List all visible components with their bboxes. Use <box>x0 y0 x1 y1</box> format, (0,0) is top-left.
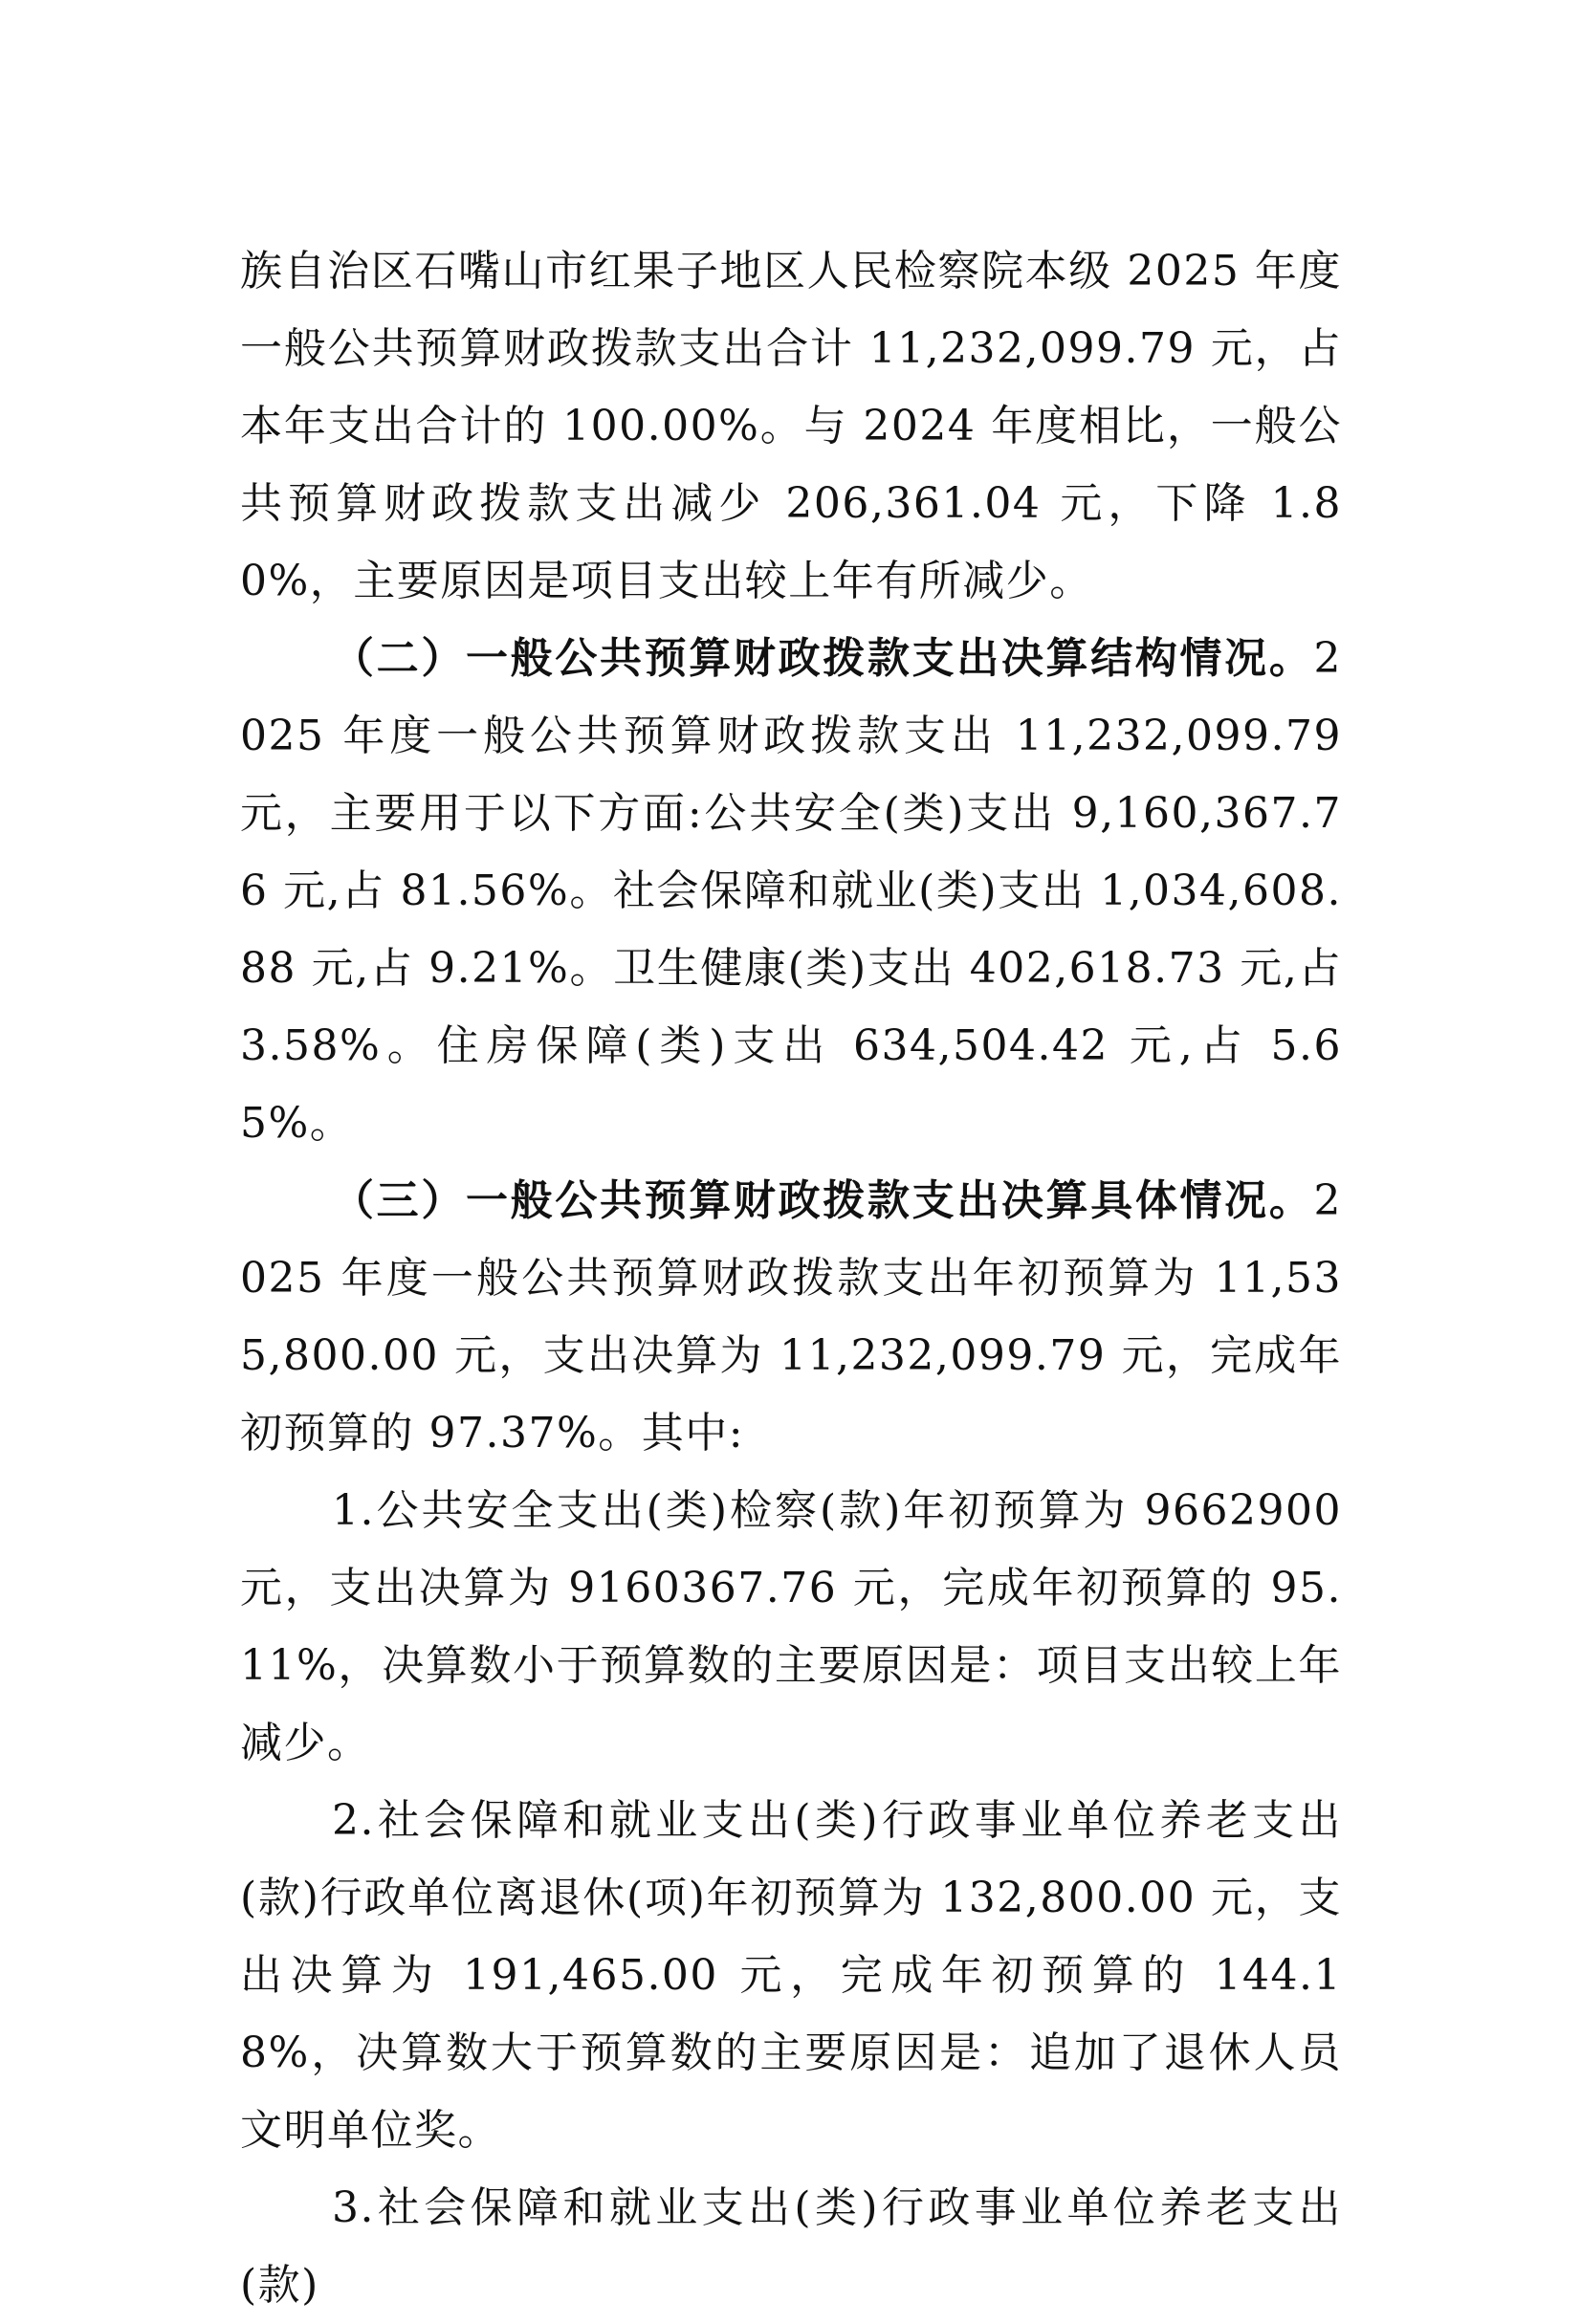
list-item-public-security <box>240 1472 1342 1782</box>
paragraph-text: 1.公共安全支出(类)检察(款)年初预算为 9662900 元，支出决算为 9160367.76 元，完成年初预算的 95.11%，决算数小于预算数的主要原因是：项目支出较上年减少。 <box>240 1486 1342 1767</box>
paragraph-text: 族自治区石嘴山市红果子地区人民检察院本级 2025 年度一般公共预算财政拨款支出合计 11,232,099.79 元，占本年支出合计的 100.00%。与 2024 年度相比，一般公共预算财政拨款支出减少 206,361.04 元，下降 1.80%，主要原因是项目支出较上年有所减少。 <box>240 247 1342 605</box>
paragraph-text: 2025 年度一般公共预算财政拨款支出年初预算为 11,535,800.00 元，支出决算为 11,232,099.79 元，完成年初预算的 97.37%。其中: <box>240 1176 1342 1458</box>
paragraph-text: 3.社会保障和就业支出(类)行政事业单位养老支出(款) <box>240 2183 1342 2310</box>
document-body <box>240 232 1342 2324</box>
section-heading: （二）一般公共预算财政拨款支出决算结构情况。 <box>332 634 1314 683</box>
paragraph-text: 2025 年度一般公共预算财政拨款支出 11,232,099.79 元，主要用于以下方面:公共安全(类)支出 9,160,367.76 元,占 81.56%。社会保障和就业(类)支出 1,034,608.88 元,占 9.21%。卫生健康(类)支出 402,618.73 元,占 3.58%。住房保障(类)支出 634,504.42 元,占 5.65%。 <box>240 634 1342 1148</box>
list-item-retirement <box>240 1782 1342 2169</box>
list-item-pension <box>240 2169 1342 2324</box>
paragraph-text: 2.社会保障和就业支出(类)行政事业单位养老支出(款)行政单位离退休(项)年初预算为 132,800.00 元，支出决算为 191,465.00 元，完成年初预算的 144.18%，决算数大于预算数的主要原因是：追加了退休人员文明单位奖。 <box>240 1796 1342 2155</box>
paragraph-expenditure-details <box>240 1162 1342 1472</box>
section-heading: （三）一般公共预算财政拨款支出决算具体情况。 <box>332 1176 1314 1225</box>
paragraph-expenditure-total <box>240 232 1342 620</box>
paragraph-expenditure-structure <box>240 620 1342 1162</box>
